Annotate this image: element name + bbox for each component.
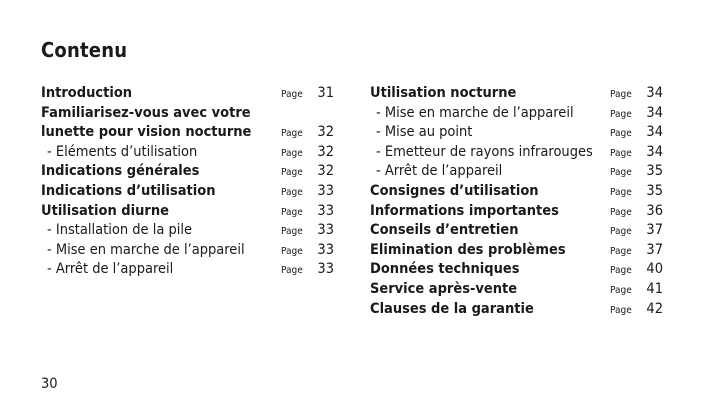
toc-page-number: 32 [317,124,334,141]
toc-page-number: 37 [646,222,663,239]
toc-page-number: 33 [317,182,334,199]
toc-page-word: Page [610,167,632,179]
toc-entry-label: Familiarisez-vous avec votre [41,104,251,121]
toc-page-number: 37 [646,241,663,258]
toc-right-column [370,84,663,319]
toc-page-number: 40 [646,261,663,278]
toc-entry-label: Informations importantes [370,202,559,219]
toc-page-number: 36 [646,202,663,219]
toc-entry [370,300,663,320]
toc-entry [370,143,663,163]
toc-entry-label: - Mise au point [376,124,473,141]
toc-page-word: Page [281,265,303,277]
toc-entry-label: Utilisation diurne [41,202,169,219]
toc-page-number: 34 [646,85,663,101]
toc-entry-label: - Mise en marche de l’appareil [47,241,245,258]
toc-page-number: 42 [646,300,663,317]
toc-entry-label: Indications d’utilisation [41,182,216,199]
toc-page-word: Page [610,245,632,257]
toc-entry-label: Données techniques [370,261,520,278]
toc-entry-label: lunette pour vision nocturne [41,124,252,141]
toc-entry-label: Elimination des problèmes [370,241,566,258]
toc-page-word: Page [610,284,632,296]
toc-page-number: 34 [646,124,663,141]
toc-page-word: Page [281,206,303,218]
toc-page-word: Page [281,89,303,100]
toc-page-number: 31 [317,85,334,101]
toc-page-word: Page [610,108,632,120]
toc-entry-label: - Arrêt de l’appareil [376,163,503,180]
toc-entry-label: Service après-vente [370,280,518,297]
toc-page-word: Page [610,89,632,100]
toc-page-word: Page [610,147,632,159]
toc-entry [41,84,334,104]
toc-page-word: Page [610,265,632,277]
toc-entry [370,280,663,300]
toc-page-word: Page [610,186,632,198]
toc-page-word: Page [610,226,632,238]
toc-page-word: Page [281,128,303,140]
toc-entry [370,202,663,222]
toc-entry [41,241,334,261]
toc-page-number: 32 [317,163,334,180]
toc-entry [370,221,663,241]
toc-entry-label: - Arrêt de l’appareil [47,261,174,278]
toc-entry-label: - Mise en marche de l’appareil [376,104,574,121]
toc-entry [41,202,334,222]
toc-entry-label: Introduction [41,85,133,101]
toc-entry-label: - Installation de la pile [47,222,193,239]
toc-page-word: Page [281,186,303,198]
toc-page-number: 33 [317,261,334,278]
toc-entry [370,182,663,202]
toc-entry-label: Utilisation nocturne [370,85,517,101]
toc-entry-label: Conseils d’entretien [370,222,519,239]
toc-entry-label: - Emetteur de rayons infrarouges [376,143,593,160]
toc-page-word: Page [281,245,303,257]
toc-page-number: 34 [646,143,663,160]
toc-entry [41,143,334,163]
toc-entry-label: Indications générales [41,163,200,180]
toc-page-word: Page [610,206,632,218]
page-number: 30 [41,376,58,392]
toc-entry [370,162,663,182]
toc-entry [41,260,334,280]
toc-page-number: 32 [317,143,334,160]
toc-entry-label: Clauses de la garantie [370,300,534,317]
toc-entry [370,104,663,124]
toc-page-number: 35 [646,182,663,199]
toc-entry [41,182,334,202]
toc-page-word: Page [610,128,632,140]
toc-page-number: 41 [646,280,663,297]
toc-entry [370,84,663,104]
toc-entry-label: - Eléments d’utilisation [47,143,198,160]
toc-page-number: 33 [317,202,334,219]
toc-entry [370,260,663,280]
page-title: Contenu [41,38,128,62]
toc-page-number: 33 [317,241,334,258]
toc-entry [41,123,334,143]
toc-page-word: Page [281,226,303,238]
toc-entry [41,104,334,124]
toc-left-column [41,84,334,280]
toc-page-word: Page [610,304,632,316]
toc-page-word: Page [281,147,303,159]
toc-page-number: 34 [646,104,663,121]
toc-page-number: 33 [317,222,334,239]
toc-entry [370,241,663,261]
toc-entry [41,162,334,182]
toc-page-word: Page [281,167,303,179]
toc-page-number: 35 [646,163,663,180]
toc-entry [41,221,334,241]
toc-entry-label: Consignes d’utilisation [370,182,539,199]
toc-entry [370,123,663,143]
